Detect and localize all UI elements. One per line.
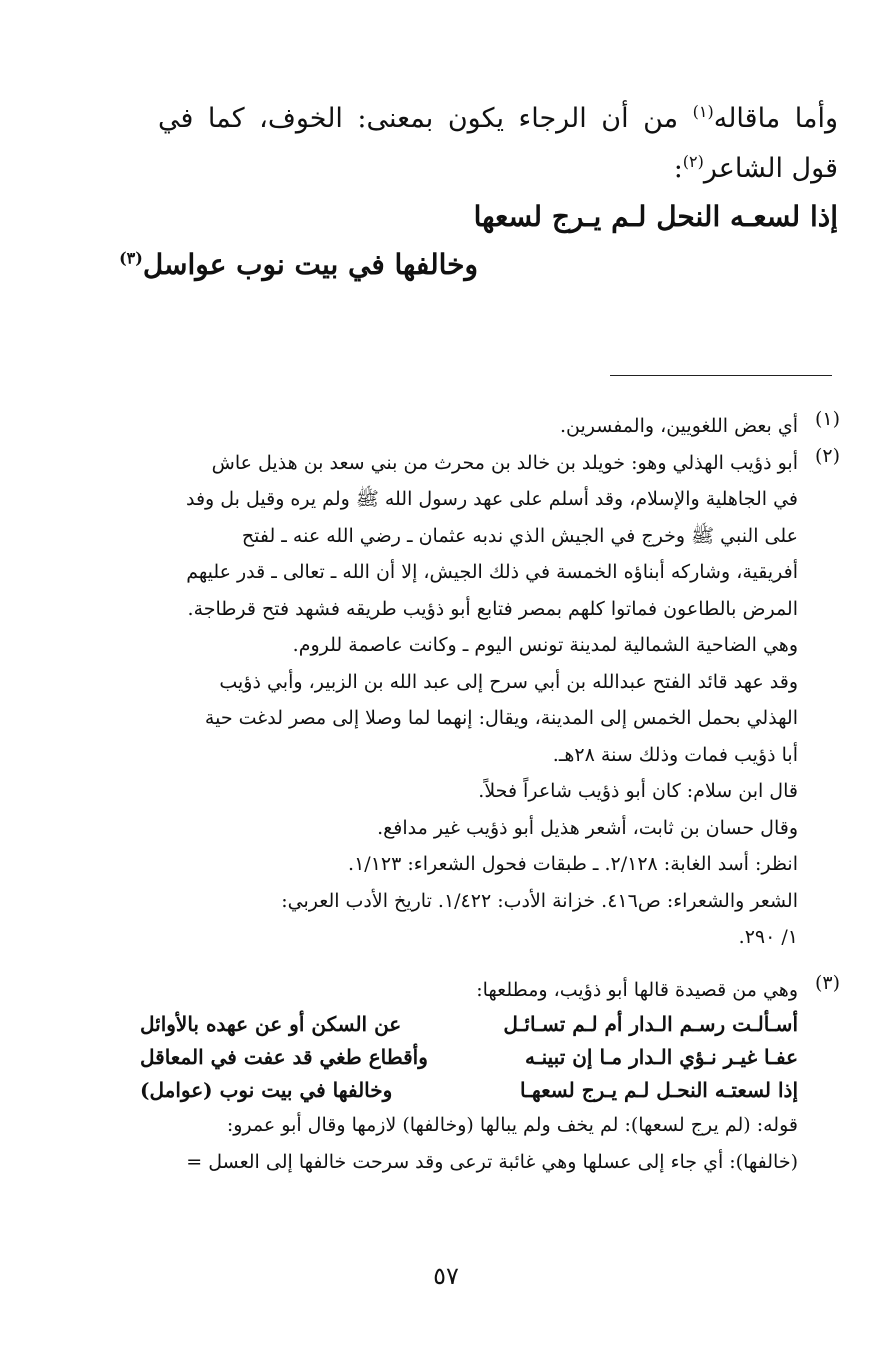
poem-verse-2	[140, 1041, 798, 1074]
footnote-number: (٣)	[814, 971, 840, 994]
footnotes-section	[140, 408, 840, 1180]
footnote-ref-3[interactable]: (٣)	[119, 248, 143, 268]
main-paragraph	[158, 94, 838, 194]
footnote-line: في الجاهلية والإسلام، وقد أسلم على عهد رسول الله ﷺ ولم يره وقيل بل وفد	[186, 488, 798, 510]
footnote-1	[140, 408, 840, 445]
verse-line-1-text: إذا لسعـه النحل لـم يـرج لسعها	[473, 200, 838, 233]
poem-hemistich-second: عن السكن أو عن عهده بالأوائل	[140, 1012, 402, 1036]
footnote-2	[140, 445, 840, 956]
footnote-line: أبا ذؤيب فمات وذلك سنة ٢٨هـ.	[552, 743, 798, 766]
quoted-verse-line-2	[119, 248, 478, 281]
poem-hemistich-first: عفـا غيـر نـؤي الـدار مـا إن تبينـه	[525, 1045, 798, 1069]
footnote-line: انظر: أسد الغابة: ٢/١٢٨. ـ طبقات فحول الشعراء: ١/١٢٣.	[348, 853, 798, 875]
quoted-verse-line-1	[474, 200, 838, 233]
footnote-line: المرض بالطاعون فماتوا كلهم بمصر فتابع أبو ذؤيب طريقه فشهد فتح قرطاجة.	[187, 597, 798, 620]
main-text-part3: :	[673, 153, 683, 184]
footnote-line: على النبي ﷺ وخرج في الجيش الذي ندبه عثمان ـ رضي الله عنه ـ لفتح	[241, 524, 798, 547]
footnote-line: قال ابن سلام: كان أبو ذؤيب شاعراً فحلاً.	[478, 780, 798, 802]
footnote-line: أي بعض اللغويين، والمفسرين.	[559, 415, 798, 437]
poem-hemistich-second: وخالفها في بيت نوب (عوامل)	[140, 1078, 393, 1102]
main-text-part2: من أن الرجاء يكون بمعنى: الخوف، كما في قول الشاعر	[158, 103, 838, 184]
poem-hemistich-first: إذا لسعتـه النحـل لـم يـرج لسعهـا	[519, 1078, 798, 1102]
footnote-number: (١)	[814, 408, 840, 430]
footnote-line: أبو ذؤيب الهذلي وهو: خويلد بن خالد بن محرث من بني سعد بن هذيل عاش	[211, 451, 798, 474]
footnote-line: (خالفها): أي جاء إلى عسلها وهي غائبة ترعى وقد سرحت خالفها إلى العسل =	[186, 1150, 798, 1173]
poem-verse-1	[140, 1008, 798, 1041]
footnote-3	[140, 972, 840, 1181]
footnote-line: أفريقية، وشاركه أبناؤه الخمسة في ذلك الجيش، إلا أن الله ـ تعالى ـ قدر عليهم	[186, 561, 798, 583]
poem-hemistich-first: أسـألـت رسـم الـدار أم لـم تسـائـل	[503, 1012, 798, 1036]
footnote-number: (٢)	[814, 444, 840, 467]
main-text-part1: وأما ماقاله	[713, 103, 838, 134]
footnote-separator	[610, 375, 832, 376]
poem-hemistich-second: وأقطاع طغي قد عفت في المعاقل	[140, 1045, 428, 1069]
poem-verse-3	[140, 1074, 798, 1107]
footnote-line: قوله: (لم يرج لسعها): لم يخف ولم يبالها (وخالفها) لازمها وقال أبو عمرو:	[226, 1114, 798, 1136]
footnote-line: الهذلي بحمل الخمس إلى المدينة، ويقال: إنهما لما وصلا إلى مصر لدغت حية	[204, 707, 798, 729]
footnote-line: الشعر والشعراء: ص٤١٦. خزانة الأدب: ١/٤٢٢. تاريخ الأدب العربي:	[281, 889, 798, 912]
footnote-ref-1[interactable]: (١)	[692, 102, 714, 121]
verse-line-2-text: وخالفها في بيت نوب عواسل	[142, 248, 478, 281]
footnote-line: ١/ ٢٩٠.	[738, 926, 798, 948]
footnote-line: وقد عهد قائد الفتح عبدالله بن أبي سرح إلى عبد الله بن الزبير، وأبي ذؤيب	[219, 670, 798, 693]
page-number: ٥٧	[433, 1262, 459, 1290]
footnote-intro: وهي من قصيدة قالها أبو ذؤيب، ومطلعها:	[476, 978, 798, 1001]
footnote-ref-2[interactable]: (٢)	[682, 152, 704, 171]
footnote-line: وهي الضاحية الشمالية لمدينة تونس اليوم ـ وكانت عاصمة للروم.	[292, 634, 798, 656]
footnote-line: وقال حسان بن ثابت، أشعر هذيل أبو ذؤيب غير مدافع.	[377, 816, 798, 839]
